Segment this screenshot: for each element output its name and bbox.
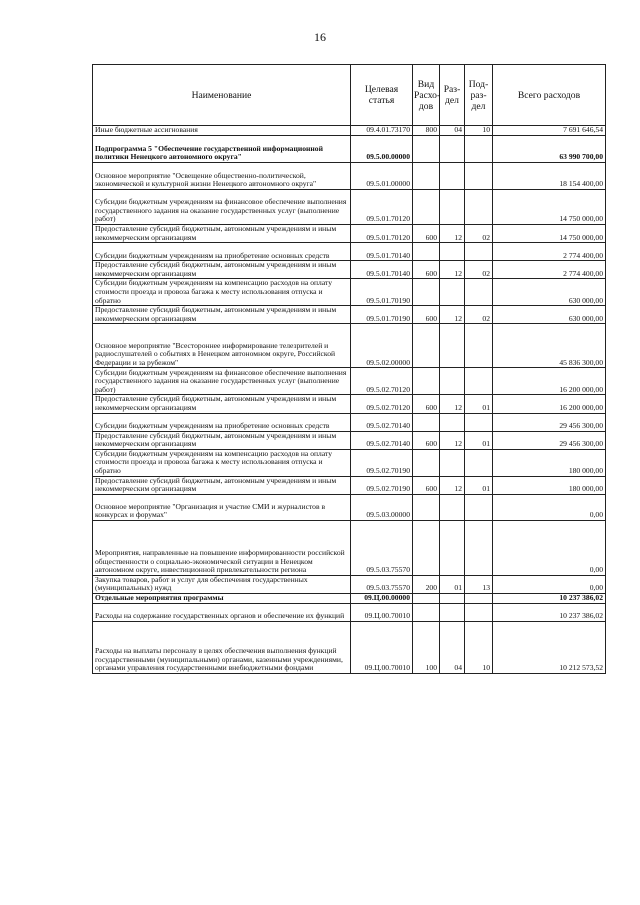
row-code-cell: 09.5.01.70190 xyxy=(351,279,413,306)
row-name-cell: Субсидии бюджетным учреждениям на приобретение основных средств xyxy=(93,243,351,261)
row-total-cell: 29 456 300,00 xyxy=(493,431,606,449)
row-type-cell: 600 xyxy=(413,431,440,449)
header-subsection: Под- раз- дел xyxy=(465,65,493,126)
row-total-cell: 630 000,00 xyxy=(493,306,606,324)
table-row xyxy=(93,126,606,136)
table-row xyxy=(93,431,606,449)
row-name-cell: Иные бюджетные ассигнования xyxy=(93,126,351,136)
row-subsection-cell xyxy=(465,279,493,306)
row-subsection-cell xyxy=(465,243,493,261)
row-code-cell: 09.5.03.75570 xyxy=(351,520,413,575)
row-type-cell xyxy=(413,243,440,261)
row-type-cell xyxy=(413,494,440,520)
row-code-cell: 09.Ц.00.00000 xyxy=(351,593,413,603)
table-row xyxy=(93,575,606,593)
row-subsection-cell xyxy=(465,593,493,603)
row-name-cell: Субсидии бюджетным учреждениям на приобретение основных средств xyxy=(93,413,351,431)
table-row xyxy=(93,136,606,163)
row-name-cell: Основное мероприятие "Освещение общественно-политической, экономической и культурной жизни Ненецкого автономного округа" xyxy=(93,163,351,190)
header-expense-type: Вид Расхо- дов xyxy=(413,65,440,126)
row-code-cell: 09.5.01.70190 xyxy=(351,306,413,324)
row-type-cell: 600 xyxy=(413,261,440,279)
row-subsection-cell: 02 xyxy=(465,306,493,324)
row-section-cell: 12 xyxy=(440,225,465,243)
row-type-cell xyxy=(413,593,440,603)
row-name-cell: Предоставление субсидий бюджетным, автономным учреждениям и иным некоммерческим организациям xyxy=(93,306,351,324)
row-name-cell: Отдельные мероприятия программы xyxy=(93,593,351,603)
table-row xyxy=(93,449,606,476)
row-section-cell xyxy=(440,593,465,603)
table-body xyxy=(93,126,606,674)
table-row xyxy=(93,494,606,520)
row-subsection-cell xyxy=(465,190,493,225)
row-section-cell xyxy=(440,190,465,225)
row-name-cell: Субсидии бюджетным учреждениям на компенсацию расходов на оплату стоимости проезда и провоза багажа к месту использования отпуска и обратно xyxy=(93,449,351,476)
row-total-cell: 18 154 400,00 xyxy=(493,163,606,190)
row-section-cell: 12 xyxy=(440,395,465,413)
row-subsection-cell: 01 xyxy=(465,395,493,413)
table-row xyxy=(93,306,606,324)
table-row xyxy=(93,243,606,261)
row-section-cell: 12 xyxy=(440,306,465,324)
row-total-cell: 630 000,00 xyxy=(493,279,606,306)
row-section-cell xyxy=(440,449,465,476)
row-total-cell: 10 237 386,02 xyxy=(493,603,606,621)
header-section: Раз- дел xyxy=(440,65,465,126)
table-row xyxy=(93,603,606,621)
row-total-cell: 2 774 400,00 xyxy=(493,243,606,261)
row-name-cell: Предоставление субсидий бюджетным, автономным учреждениям и иным некоммерческим организациям xyxy=(93,476,351,494)
table-header-row xyxy=(93,65,606,126)
row-total-cell: 7 691 646,54 xyxy=(493,126,606,136)
row-type-cell xyxy=(413,603,440,621)
row-type-cell xyxy=(413,190,440,225)
table-row xyxy=(93,395,606,413)
row-code-cell: 09.5.00.00000 xyxy=(351,136,413,163)
table-row xyxy=(93,520,606,575)
row-section-cell: 01 xyxy=(440,575,465,593)
row-total-cell: 10 237 386,02 xyxy=(493,593,606,603)
row-code-cell: 09.5.02.70140 xyxy=(351,431,413,449)
row-name-cell: Расходы на содержание государственных органов и обеспечение их функций xyxy=(93,603,351,621)
row-section-cell xyxy=(440,163,465,190)
row-code-cell: 09.5.02.70120 xyxy=(351,395,413,413)
row-type-cell xyxy=(413,136,440,163)
row-code-cell: 09.5.02.70120 xyxy=(351,368,413,395)
row-subsection-cell xyxy=(465,494,493,520)
row-code-cell: 09.Ц.00.70010 xyxy=(351,603,413,621)
row-subsection-cell: 01 xyxy=(465,431,493,449)
row-code-cell: 09.5.01.70140 xyxy=(351,261,413,279)
row-type-cell xyxy=(413,520,440,575)
row-subsection-cell xyxy=(465,163,493,190)
row-total-cell: 0,00 xyxy=(493,494,606,520)
row-type-cell xyxy=(413,324,440,368)
table-row xyxy=(93,324,606,368)
row-type-cell: 600 xyxy=(413,306,440,324)
table-row xyxy=(93,476,606,494)
row-subsection-cell: 02 xyxy=(465,225,493,243)
table-row xyxy=(93,225,606,243)
row-section-cell xyxy=(440,324,465,368)
row-type-cell: 600 xyxy=(413,395,440,413)
row-name-cell: Основное мероприятие "Организация и участие СМИ и журналистов в конкурсах и форумах" xyxy=(93,494,351,520)
row-type-cell: 200 xyxy=(413,575,440,593)
row-subsection-cell xyxy=(465,413,493,431)
row-name-cell: Предоставление субсидий бюджетным, автономным учреждениям и иным некоммерческим организациям xyxy=(93,395,351,413)
row-code-cell: 09.Ц.00.70010 xyxy=(351,621,413,673)
table-row xyxy=(93,261,606,279)
row-code-cell: 09.5.03.00000 xyxy=(351,494,413,520)
row-section-cell xyxy=(440,520,465,575)
table-row xyxy=(93,593,606,603)
row-type-cell xyxy=(413,368,440,395)
row-total-cell: 2 774 400,00 xyxy=(493,261,606,279)
row-total-cell: 45 836 300,00 xyxy=(493,324,606,368)
row-type-cell: 600 xyxy=(413,476,440,494)
row-section-cell xyxy=(440,494,465,520)
row-section-cell xyxy=(440,136,465,163)
row-subsection-cell: 13 xyxy=(465,575,493,593)
row-total-cell: 16 200 000,00 xyxy=(493,368,606,395)
row-name-cell: Субсидии бюджетным учреждениям на компенсацию расходов на оплату стоимости проезда и провоза багажа к месту использования отпуска и обратно xyxy=(93,279,351,306)
budget-table xyxy=(92,64,606,674)
row-code-cell: 09.5.02.70190 xyxy=(351,449,413,476)
row-name-cell: Закупка товаров, работ и услуг для обеспечения государственных (муниципальных) нужд xyxy=(93,575,351,593)
row-name-cell: Субсидии бюджетным учреждениям на финансовое обеспечение выполнения государственного задания на оказание государственных услуг (выполнение работ) xyxy=(93,190,351,225)
row-name-cell: Подпрограмма 5 "Обеспечение государственной информационной политики Ненецкого автономного округа" xyxy=(93,136,351,163)
row-code-cell: 09.5.02.00000 xyxy=(351,324,413,368)
table-row xyxy=(93,368,606,395)
row-code-cell: 09.5.01.70120 xyxy=(351,225,413,243)
row-code-cell: 09.5.02.70140 xyxy=(351,413,413,431)
row-code-cell: 09.5.01.00000 xyxy=(351,163,413,190)
row-type-cell xyxy=(413,279,440,306)
row-section-cell: 12 xyxy=(440,476,465,494)
row-total-cell: 29 456 300,00 xyxy=(493,413,606,431)
row-type-cell xyxy=(413,163,440,190)
row-section-cell: 12 xyxy=(440,261,465,279)
row-total-cell: 63 990 700,00 xyxy=(493,136,606,163)
row-name-cell: Расходы на выплаты персоналу в целях обеспечения выполнения функций государственными (муниципальными) органами, казенными учреждениями, органами управления государственными внебюджетными фондами xyxy=(93,621,351,673)
row-name-cell: Предоставление субсидий бюджетным, автономным учреждениям и иным некоммерческим организациям xyxy=(93,225,351,243)
row-total-cell: 0,00 xyxy=(493,520,606,575)
row-section-cell xyxy=(440,368,465,395)
table-row xyxy=(93,413,606,431)
row-type-cell: 100 xyxy=(413,621,440,673)
row-code-cell: 09.5.01.70140 xyxy=(351,243,413,261)
row-section-cell: 12 xyxy=(440,431,465,449)
row-code-cell: 09.4.01.73170 xyxy=(351,126,413,136)
page-number: 16 xyxy=(314,30,326,44)
header-total: Всего расходов xyxy=(493,65,606,126)
row-section-cell xyxy=(440,603,465,621)
row-total-cell: 14 750 000,00 xyxy=(493,225,606,243)
table-row xyxy=(93,190,606,225)
row-type-cell: 800 xyxy=(413,126,440,136)
row-total-cell: 0,00 xyxy=(493,575,606,593)
row-total-cell: 10 212 573,52 xyxy=(493,621,606,673)
row-code-cell: 09.5.01.70120 xyxy=(351,190,413,225)
header-name: Наименование xyxy=(93,65,351,126)
row-name-cell: Мероприятия, направленные на повышение информированности российской общественности о социально-экономической ситуации в Ненецком автономном округе, инвестиционной привлекательности региона xyxy=(93,520,351,575)
row-name-cell: Предоставление субсидий бюджетным, автономным учреждениям и иным некоммерческим организациям xyxy=(93,431,351,449)
row-subsection-cell xyxy=(465,136,493,163)
table-row xyxy=(93,621,606,673)
row-total-cell: 14 750 000,00 xyxy=(493,190,606,225)
row-subsection-cell: 01 xyxy=(465,476,493,494)
table-row xyxy=(93,163,606,190)
header-target-article: Целевая статья xyxy=(351,65,413,126)
row-name-cell: Основное мероприятие "Всестороннее информирование телезрителей и радиослушателей о событиях в Ненецком автономном округе, Российской Федерации и за рубежом" xyxy=(93,324,351,368)
row-code-cell: 09.5.03.75570 xyxy=(351,575,413,593)
row-section-cell xyxy=(440,413,465,431)
row-total-cell: 180 000,00 xyxy=(493,476,606,494)
row-subsection-cell: 10 xyxy=(465,126,493,136)
row-total-cell: 180 000,00 xyxy=(493,449,606,476)
row-name-cell: Предоставление субсидий бюджетным, автономным учреждениям и иным некоммерческим организациям xyxy=(93,261,351,279)
row-section-cell: 04 xyxy=(440,126,465,136)
row-section-cell xyxy=(440,279,465,306)
row-section-cell xyxy=(440,243,465,261)
row-subsection-cell xyxy=(465,449,493,476)
row-code-cell: 09.5.02.70190 xyxy=(351,476,413,494)
row-subsection-cell: 02 xyxy=(465,261,493,279)
row-type-cell xyxy=(413,449,440,476)
row-subsection-cell xyxy=(465,324,493,368)
row-type-cell xyxy=(413,413,440,431)
row-subsection-cell xyxy=(465,603,493,621)
row-name-cell: Субсидии бюджетным учреждениям на финансовое обеспечение выполнения государственного задания на оказание государственных услуг (выполнение работ) xyxy=(93,368,351,395)
table-row xyxy=(93,279,606,306)
row-subsection-cell xyxy=(465,520,493,575)
row-subsection-cell: 10 xyxy=(465,621,493,673)
row-subsection-cell xyxy=(465,368,493,395)
row-type-cell: 600 xyxy=(413,225,440,243)
row-section-cell: 04 xyxy=(440,621,465,673)
row-total-cell: 16 200 000,00 xyxy=(493,395,606,413)
